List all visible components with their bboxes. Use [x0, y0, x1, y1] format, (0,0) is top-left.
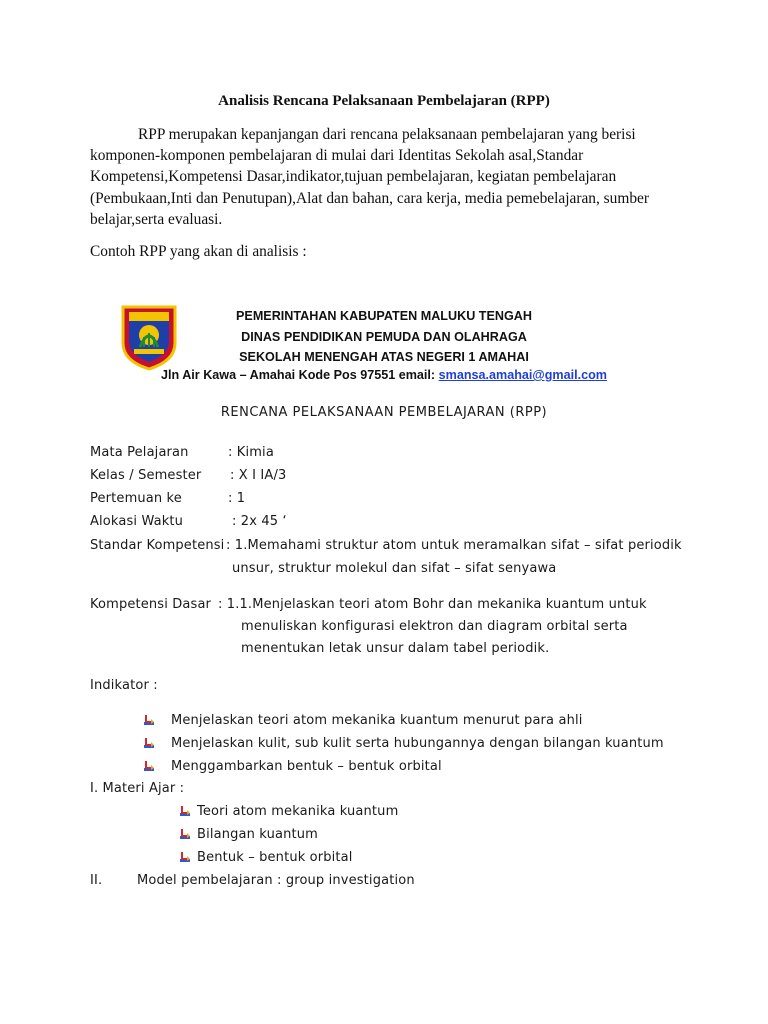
- standar-kompetensi-line: unsur, struktur molekul dan sifat – sifat senyawa: [232, 561, 557, 576]
- letterhead-line-3: SEKOLAH MENENGAH ATAS NEGERI 1 AMAHAI: [239, 350, 529, 364]
- letterhead-line-1: PEMERINTAHAN KABUPATEN MALUKU TENGAH: [236, 309, 532, 323]
- intro-line: RPP merupakan kepanjangan dari rencana pelaksanaan pembelajaran yang berisi: [138, 126, 636, 143]
- letterhead-address: [0, 368, 768, 382]
- field-label: Mata Pelajaran: [90, 445, 189, 460]
- address-text: Jln Air Kawa – Amahai Kode Pos 97551 email:: [160, 368, 439, 382]
- bullet-arrow-icon: [142, 714, 156, 733]
- indikator-item: Menjelaskan kulit, sub kulit serta hubungannya dengan bilangan kuantum: [171, 736, 664, 751]
- field-label: Alokasi Waktu: [90, 514, 184, 529]
- bullet-arrow-icon: [178, 851, 192, 870]
- intro-line: Kompetensi,Kompetensi Dasar,indikator,tujuan pembelajaran, kegiatan pembelajaran: [90, 168, 617, 186]
- standar-kompetensi-label: Standar Kompetensi: [90, 538, 225, 553]
- field-label: Pertemuan ke: [90, 491, 182, 506]
- kompetensi-dasar-label: Kompetensi Dasar: [90, 597, 212, 612]
- kompetensi-dasar-line: menuliskan konfigurasi elektron dan diagram orbital serta: [241, 619, 628, 634]
- materi-label: I. Materi Ajar :: [90, 781, 185, 796]
- bullet-arrow-icon: [178, 828, 192, 847]
- intro-line: komponen-komponen pembelajaran di mulai dari Identitas Sekolah asal,Standar: [90, 147, 584, 165]
- model-text: Model pembelajaran : group investigation: [137, 873, 415, 888]
- document-title: Analisis Rencana Pelaksanaan Pembelajaran (RPP): [218, 93, 550, 109]
- rpp-title: RENCANA PELAKSANAAN PEMBELAJARAN (RPP): [220, 405, 548, 420]
- letterhead-line-2: DINAS PENDIDIKAN PEMUDA DAN OLAHRAGA: [241, 330, 527, 344]
- indikator-item: Menggambarkan bentuk – bentuk orbital: [171, 759, 442, 774]
- kompetensi-dasar-line: menentukan letak unsur dalam tabel periodik.: [241, 641, 550, 656]
- field-value: : X I IA/3: [230, 468, 287, 483]
- indikator-item: Menjelaskan teori atom mekanika kuantum menurut para ahli: [171, 713, 583, 728]
- model-numeral: II.: [90, 873, 103, 888]
- standar-kompetensi-line: : 1.Memahami struktur atom untuk meramalkan sifat – sifat periodik: [226, 538, 682, 553]
- intro-line: (Pembukaan,Inti dan Penutupan),Alat dan bahan, cara kerja, media pemebelajaran, sumber: [90, 189, 649, 207]
- bullet-arrow-icon: [142, 737, 156, 756]
- materi-item: Teori atom mekanika kuantum: [197, 804, 399, 819]
- materi-item: Bentuk – bentuk orbital: [197, 850, 353, 865]
- bullet-arrow-icon: [178, 805, 192, 824]
- email-link[interactable]: smansa.amahai@gmail.com: [438, 368, 607, 382]
- example-intro: Contoh RPP yang akan di analisis :: [90, 243, 307, 260]
- field-value: : Kimia: [228, 445, 274, 460]
- bullet-arrow-icon: [142, 760, 156, 779]
- field-label: Kelas / Semester: [90, 468, 202, 483]
- materi-item: Bilangan kuantum: [197, 827, 318, 842]
- field-value: : 1: [228, 491, 246, 506]
- indikator-label: Indikator :: [90, 678, 158, 693]
- kompetensi-dasar-line: : 1.1.Menjelaskan teori atom Bohr dan mekanika kuantum untuk: [218, 597, 647, 612]
- intro-line: belajar,serta evaluasi.: [90, 210, 223, 228]
- field-value: : 2x 45 ‘: [232, 514, 287, 529]
- intro-paragraph: [90, 124, 649, 230]
